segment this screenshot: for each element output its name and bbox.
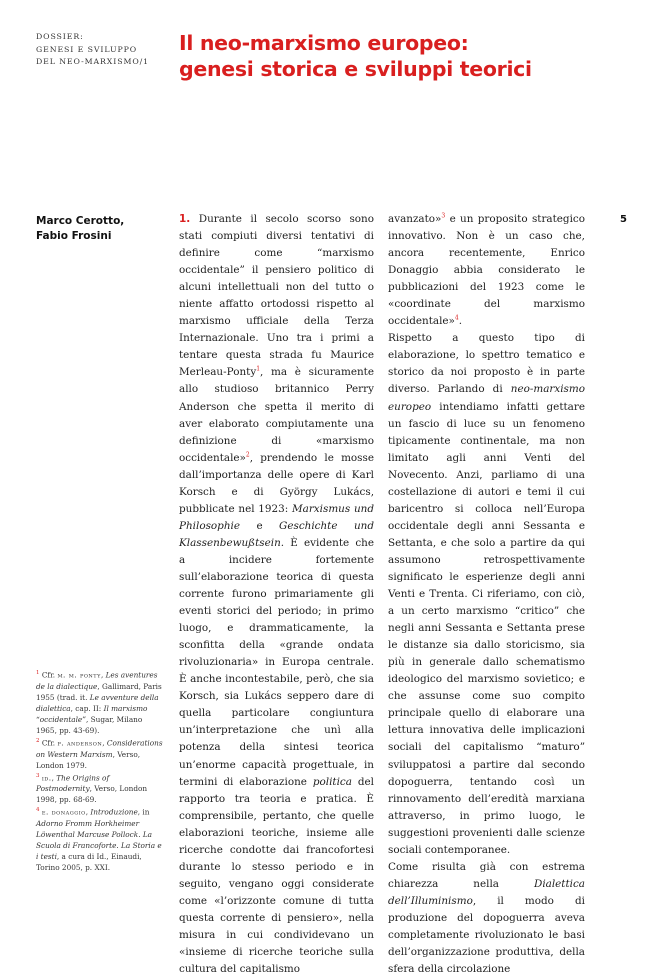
book-title: Marxismus und Philosophie [179, 502, 374, 532]
footnote-text: , [102, 738, 107, 748]
footnote-text: , [51, 773, 57, 783]
authors [36, 214, 166, 244]
body-text: del rapporto tra teoria e pratica. È comprensibile, pertanto, che quelle elaborazioni teoriche, insieme alle ricerche condotte dai francofortesi durante lo stesso periodo e in seguito, vengano oggi considerate come «l’orizzonte comune di tutta questa corrente di pensiero», nella misura in cui condividevano un «insieme di ricerche teoriche sulla cultura del capitalismo [179, 775, 375, 976]
footnote-title: Le avventure della dialettica [36, 692, 159, 713]
book-title: Dialettica dell’Illuminismo [388, 877, 585, 907]
body-text: Rispetto a questo tipo di elaborazione, lo spettro tematico e storico da noi proposto è in parte diverso. Parlando di [388, 332, 585, 396]
body-text: e un proposito strategico innovativo. Non è un caso che, ancora recentemente, Enrico Donaggio abbia considerato le pubblicazioni del 1923 come le «coordinate del marxismo occidentale» [388, 213, 585, 328]
dossier-line: GENESI E SVILUPPO [36, 44, 138, 54]
body-text: , il modo di produzione del dopoguerra aveva completamente rivoluzionato le basi dell’organizzazione produttiva, della sfera della circolazione [388, 894, 585, 976]
body-column-2 [388, 211, 585, 978]
footnotes [36, 668, 164, 873]
footnote-text: Cfr. [39, 738, 58, 748]
body-text: e [240, 519, 280, 532]
page-number: 5 [620, 214, 627, 225]
body-text: avanzato» [388, 213, 442, 225]
footnote-author: m. m. ponty [57, 670, 101, 680]
footnote-title: Adorno Fromm Horkheimer Löwenthal Marcuse Pollock. La Scuola di Francoforte. La Storia e i testi [36, 818, 162, 862]
title-line: Il neo-marxismo europeo: [179, 31, 469, 55]
footnote-ref[interactable]: 3 [441, 212, 446, 220]
footnote-text: , in [137, 807, 150, 817]
body-text: Come risulta già con estrema chiarezza nella [388, 860, 585, 890]
footnote-text: , Verso, London 1998, pp. 68-69. [36, 784, 148, 805]
emphasis: politica [312, 775, 352, 788]
footnote-author: p. anderson [57, 738, 103, 748]
paragraph [388, 859, 585, 978]
body-column-1 [179, 211, 374, 978]
footnote-ref[interactable]: 4 [454, 314, 459, 322]
footnote [36, 805, 164, 873]
footnote-author: id. [41, 773, 52, 783]
footnote-text: , cap. II: [70, 703, 104, 713]
title-line: genesi storica e sviluppi teorici [179, 57, 532, 81]
footnote-number: 4 [36, 807, 40, 814]
footnote-ref[interactable]: 2 [245, 451, 250, 459]
book-title: Geschichte und Klassenbewußtsein [179, 519, 374, 549]
footnote-number: 2 [36, 737, 40, 744]
paragraph [388, 330, 585, 858]
footnote-title: The Origins of Postmodernity [36, 773, 110, 794]
footnote-number: 3 [36, 772, 40, 779]
dossier-label [36, 31, 176, 69]
footnote-number: 1 [36, 670, 40, 676]
footnote [36, 771, 164, 806]
section-number: 1. [179, 213, 191, 225]
footnote-text: , [85, 807, 91, 817]
footnote-title: Considerations on Western Marxism [36, 738, 163, 759]
body-text: . È evidente che a incidere fortemente sull’elaborazione teorica di questa corrente furono primariamente gli eventi storici del periodo; in primo luogo, e drammaticamente, la sconfitta della «grande ondata rivoluzionaria» in Europa centrale. È anche incontestabile, però, che sia Korsch, sia Lukács seppero dare di quella particolare congiuntura un’interpretazione che unì alla potenza della sintesi teorica un’enorme capacità progettuale, in termini di elaborazione [179, 536, 374, 788]
footnote-text: , Verso, London 1979. [36, 749, 141, 770]
body-text: . [458, 315, 463, 328]
dossier-line: DOSSIER: [36, 32, 84, 41]
paragraph [179, 211, 374, 978]
body-text: Durante il secolo scorso sono stati compiuti diversi tentativi di definire come “marxismo occidentale” il pensiero politico di alcuni intellettuali non del tutto o niente affatto ortodossi rispetto al marxismo ufficiale della Terza Internazionale. Uno tra i primi a tentare questa strada fu Maurice Merleau-Ponty [179, 213, 374, 379]
author-name: Marco Cerotto, [36, 215, 125, 227]
footnote-text: , Sugar, Milano 1965, pp. 43-69). [36, 714, 143, 735]
body-text: , ma è sicuramente allo studioso britannico Perry Anderson che spetta il merito di aver elaborato compiutamente una definizione di «marxismo occidentale» [179, 366, 374, 464]
paragraph [388, 211, 585, 330]
footnote-text: , a cura di Id., Einaudi, Torino 2005, p. XXI. [36, 852, 142, 873]
footnote [36, 736, 164, 771]
dossier-line: DEL NEO-MARXISMO/1 [36, 57, 150, 66]
author-name: Fabio Frosini [36, 230, 112, 242]
footnote-text: Cfr. [39, 670, 58, 680]
footnote-title: Les aventures de la dialectique [36, 670, 158, 691]
footnote-author: e. donaggio [41, 807, 86, 817]
footnote-title: Il marxismo “occidentale” [36, 703, 148, 724]
footnote-ref[interactable]: 1 [256, 365, 261, 373]
footnote [36, 668, 164, 736]
footnote-text: , Gallimard, Paris 1955 (trad. it. [36, 681, 162, 702]
footnote-text: , [100, 670, 106, 680]
body-text: intendiamo infatti gettare un fascio di luce su un fenomeno tipicamente continentale, ma non limitato agli anni Venti del Novecento. Anzi, parliamo di una costellazione di autori e temi il cui baricentro si colloca nell’Europa occidentale degli anni Sessanta e Settanta, e che solo a partire da qui assumono retrospettivamente significato le esperienze degli anni Venti e Trenta. Ci riferiamo, con ciò, a un certo marxismo “critico” che negli anni Sessanta e Settanta prese le distanze sia dallo storicismo, sia più in generale dallo schematismo ideologico del marxismo sovietico; e che assunse come suo compito principale quello di elaborare una lettura innovativa delle implicazioni sociali del capitalismo “maturo” sviluppatosi a partire dal secondo dopoguerra, tentando così un rinnovamento dell’eredità marxiana attraverso, in primo luogo, le suggestioni provenienti dalle scienze sociali contemporanee. [388, 400, 585, 856]
body-text: , prendendo le mosse dall’importanza delle opere di Karl Korsch e di György Lukács, pubblicate nel 1923: [179, 451, 374, 515]
footnote-title: Introduzione [90, 807, 138, 817]
emphasis: neo-marxismo europeo [388, 383, 585, 413]
article-title [179, 30, 629, 82]
